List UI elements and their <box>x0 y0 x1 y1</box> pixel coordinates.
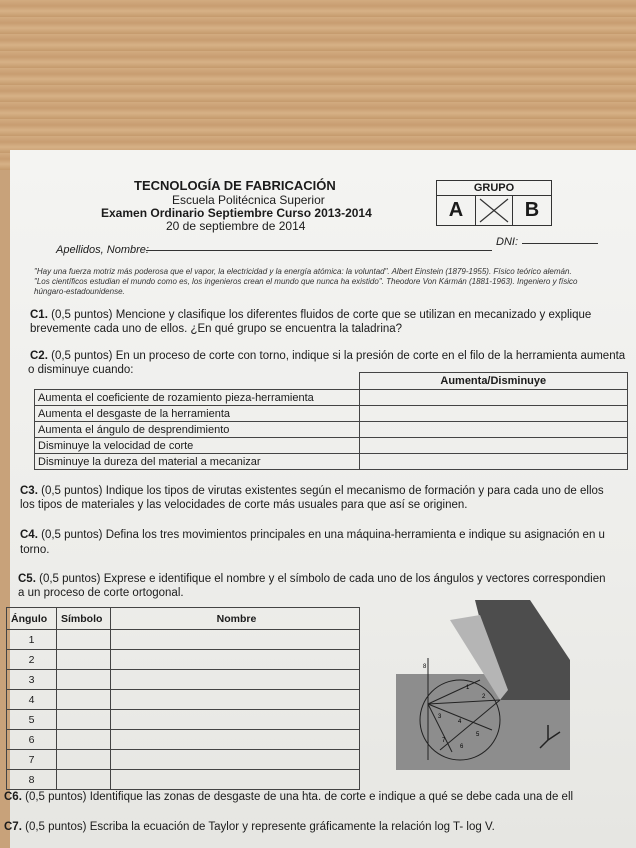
name-field-line[interactable] <box>146 250 492 251</box>
angle-number: 2 <box>7 650 57 670</box>
exam-name: Examen Ordinario Septiembre Curso 2013-2014 <box>101 206 372 220</box>
question-c2: C2. (0,5 puntos) En un proceso de corte con torno, indique si la presión de corte en el filo de la herramienta aumenta <box>30 350 626 362</box>
name-cell[interactable] <box>111 770 360 790</box>
quote-einstein: "Hay una fuerza motriz más poderosa que el vapor, la electricidad y la energía atómica: la voluntad". Albert Einstein (1879-1955). Físico teórico alemán. <box>34 267 572 276</box>
c2-empty-header <box>35 373 360 390</box>
diagram-label: 8 <box>423 664 427 670</box>
c2-answer-cell[interactable] <box>359 454 628 470</box>
question-c2-line2: o disminuye cuando: <box>28 364 134 376</box>
symbol-cell[interactable] <box>57 710 111 730</box>
diagram-label: 2 <box>482 694 486 700</box>
symbol-cell[interactable] <box>57 750 111 770</box>
wooden-table-background <box>0 0 636 170</box>
c2-answer-cell[interactable] <box>359 422 628 438</box>
diagram-label: 6 <box>460 744 464 750</box>
table-row <box>35 422 628 438</box>
cross-mark-icon <box>476 196 512 225</box>
angle-number: 8 <box>7 770 57 790</box>
c2-answer-table <box>34 372 628 470</box>
name-cell[interactable] <box>111 670 360 690</box>
question-c1-line2: brevemente cada uno de ellos. ¿En qué grupo se encuentra la taladrina? <box>30 323 403 335</box>
quote-von-karman: "Los científicos estudian el mundo como es, los ingenieros crean el mundo que nunca ha existido". Theodore Von Kármán (1881-1963). Ingeniero y físico <box>34 277 578 286</box>
question-c5: C5. (0,5 puntos) Exprese e identifique el nombre y el símbolo de cada uno de los ángulos y vectores correspondien <box>18 573 606 585</box>
question-c4: C4. (0,5 puntos) Defina los tres movimientos principales en una máquina-herramienta e indique su asignación en u <box>20 529 605 541</box>
group-cross-mark <box>476 196 513 225</box>
table-row <box>35 390 628 406</box>
group-option-b[interactable]: B <box>524 199 540 221</box>
angle-number: 3 <box>7 670 57 690</box>
table-row <box>7 770 360 790</box>
question-c5-line2: a un proceso de corte ortogonal. <box>18 587 184 599</box>
diagram-label: 4 <box>458 719 462 725</box>
table-row <box>35 454 628 470</box>
table-row <box>7 750 360 770</box>
angle-number: 4 <box>7 690 57 710</box>
angle-number: 5 <box>7 710 57 730</box>
table-row <box>7 730 360 750</box>
table-row <box>35 406 628 422</box>
angle-number: 1 <box>7 630 57 650</box>
name-cell[interactable] <box>111 710 360 730</box>
question-c3-line2: los tipos de materiales y las velocidades de corte más usuales para que así se originen. <box>20 499 468 511</box>
angle-number: 7 <box>7 750 57 770</box>
exam-title: TECNOLOGÍA DE FABRICACIÓN <box>134 178 336 193</box>
c2-row-label: Disminuye la velocidad de corte <box>35 438 360 454</box>
name-label: Apellidos, Nombre: <box>56 244 149 256</box>
name-cell[interactable] <box>111 730 360 750</box>
col-simbolo: Símbolo <box>57 608 111 630</box>
diagram-label: 1 <box>466 685 470 691</box>
c2-column-header: Aumenta/Disminuye <box>359 373 628 390</box>
question-c1: C1. (0,5 puntos) Mencione y clasifique los diferentes fluidos de corte que se utilizan en mecanizado y explique <box>30 309 592 321</box>
table-row <box>7 670 360 690</box>
exam-date: 20 de septiembre de 2014 <box>166 219 306 233</box>
c2-row-label: Aumenta el desgaste de la herramienta <box>35 406 360 422</box>
name-cell[interactable] <box>111 630 360 650</box>
symbol-cell[interactable] <box>57 730 111 750</box>
c5-angle-table <box>6 607 360 790</box>
name-cell[interactable] <box>111 690 360 710</box>
symbol-cell[interactable] <box>57 770 111 790</box>
question-c4-line2: torno. <box>20 544 50 556</box>
dni-field-line[interactable] <box>522 243 598 244</box>
school-name: Escuela Politécnica Superior <box>172 193 325 207</box>
orthogonal-cutting-diagram <box>380 600 570 775</box>
question-c3: C3. (0,5 puntos) Indique los tipos de virutas existentes según el mecanismo de formación y para cada uno de ellos <box>20 485 604 497</box>
angle-number: 6 <box>7 730 57 750</box>
diagram-label: 5 <box>476 732 480 738</box>
col-nombre: Nombre <box>111 608 360 630</box>
symbol-cell[interactable] <box>57 650 111 670</box>
col-angulo: Ángulo <box>7 608 57 630</box>
table-row <box>7 630 360 650</box>
group-selector <box>436 180 552 226</box>
table-row <box>7 690 360 710</box>
quote-von-karman-continued: húngaro-estadounidense. <box>34 287 125 296</box>
c2-answer-cell[interactable] <box>359 390 628 406</box>
name-cell[interactable] <box>111 750 360 770</box>
table-row <box>7 650 360 670</box>
group-label: GRUPO <box>437 181 551 196</box>
c2-row-label: Disminuye la dureza del material a mecanizar <box>35 454 360 470</box>
symbol-cell[interactable] <box>57 670 111 690</box>
dni-label: DNI: <box>496 236 518 248</box>
group-option-a[interactable]: A <box>437 196 476 225</box>
c2-answer-cell[interactable] <box>359 438 628 454</box>
c2-row-label: Aumenta el ángulo de desprendimiento <box>35 422 360 438</box>
table-row <box>35 438 628 454</box>
diagram-label: 7 <box>442 738 446 744</box>
diagram-label: 3 <box>438 714 442 720</box>
question-c7: C7. (0,5 puntos) Escriba la ecuación de Taylor y represente gráficamente la relación log T- log V. <box>4 821 495 833</box>
c2-answer-cell[interactable] <box>359 406 628 422</box>
question-c6: C6. (0,5 puntos) Identifique las zonas de desgaste de una hta. de corte e indique a qué se debe cada una de ell <box>4 791 574 803</box>
table-row <box>7 710 360 730</box>
name-cell[interactable] <box>111 650 360 670</box>
symbol-cell[interactable] <box>57 630 111 650</box>
c2-row-label: Aumenta el coeficiente de rozamiento pieza-herramienta <box>35 390 360 406</box>
symbol-cell[interactable] <box>57 690 111 710</box>
